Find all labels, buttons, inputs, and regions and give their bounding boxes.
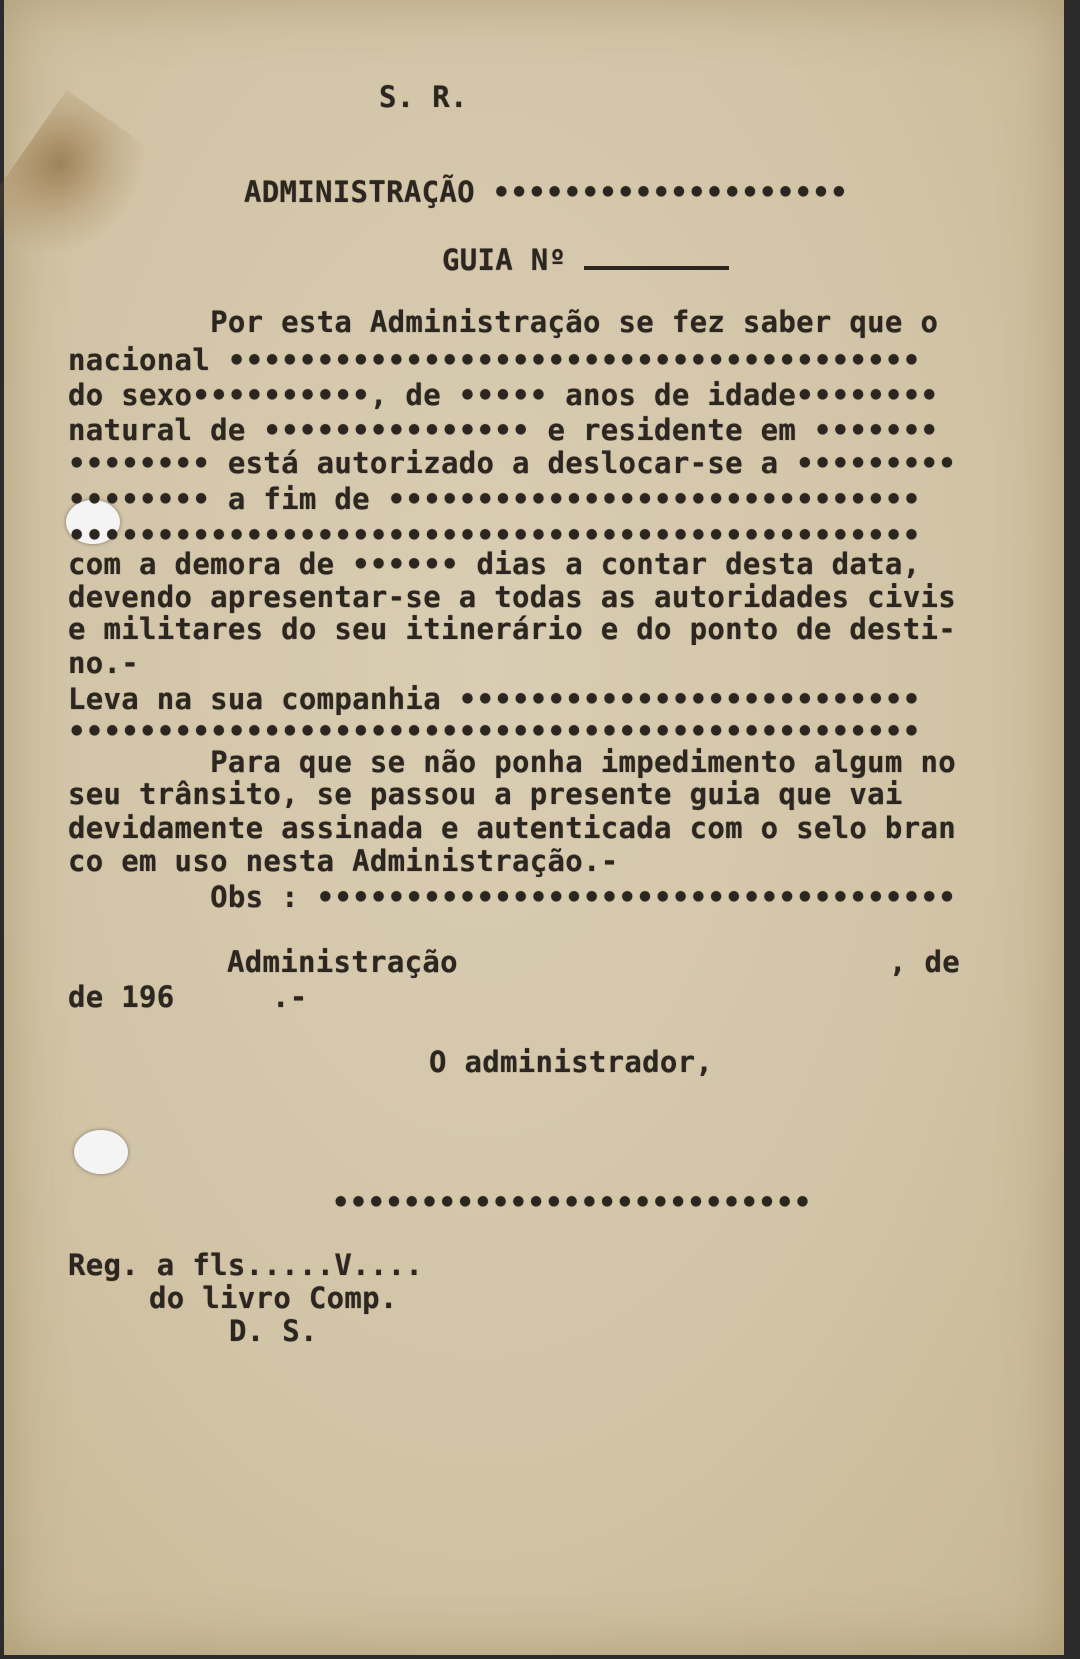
guide-number-blank bbox=[584, 240, 729, 270]
registration-line-1: Reg. a fls.....V.... bbox=[68, 1248, 424, 1282]
water-stain bbox=[0, 90, 165, 290]
body-line: •••••••• está autorizado a deslocar-se a ••••••••• bbox=[68, 446, 956, 480]
body-line: do sexo••••••••••, de ••••• anos de idade•••••••• bbox=[68, 378, 939, 412]
body-line: nacional ••••••••••••••••••••••••••••••••••••••• bbox=[68, 343, 921, 377]
body-line: Obs : •••••••••••••••••••••••••••••••••••• bbox=[68, 880, 956, 914]
body-line: Para que se não ponha impedimento algum no bbox=[68, 745, 956, 779]
closing-year-line: de 196 bbox=[68, 980, 175, 1014]
registration-line-3: D. S. bbox=[229, 1314, 318, 1348]
administration-dots: •••••••••••••••••••• bbox=[492, 175, 848, 209]
body-line: •••••••••••••••••••••••••••••••••••••••••••••••• bbox=[68, 714, 921, 748]
signature-line: ••••••••••••••••••••••••••• bbox=[332, 1185, 812, 1219]
body-line: devendo apresentar-se a todas as autoridades civis bbox=[68, 580, 956, 614]
document-page bbox=[4, 0, 1064, 1655]
body-line: e militares do seu itinerário e do ponto de desti- bbox=[68, 612, 956, 646]
registration-line-2: do livro Comp. bbox=[149, 1281, 398, 1315]
body-line: natural de ••••••••••••••• e residente em ••••••• bbox=[68, 413, 939, 447]
body-line: co em uso nesta Administração.- bbox=[68, 844, 619, 878]
body-line: Leva na sua companhia •••••••••••••••••••••••••• bbox=[68, 682, 921, 716]
header-code: S. R. bbox=[379, 80, 468, 114]
body-line: Por esta Administração se fez saber que o bbox=[68, 305, 939, 339]
body-line: •••••••••••••••••••••••••••••••••••••••••••••••• bbox=[68, 518, 921, 552]
body-line: com a demora de •••••• dias a contar desta data, bbox=[68, 547, 921, 581]
body-line: devidamente assinada e autenticada com o selo bran bbox=[68, 811, 956, 845]
closing-date-comma: , de bbox=[889, 945, 961, 979]
guide-label: GUIA Nº bbox=[442, 243, 567, 277]
administration-heading bbox=[244, 175, 1080, 209]
guide-number-heading bbox=[442, 240, 1080, 277]
body-line: seu trânsito, se passou a presente guia que vai bbox=[68, 777, 903, 811]
closing-year-end: .- bbox=[272, 980, 308, 1014]
punch-hole-bottom bbox=[74, 1130, 128, 1174]
body-line: •••••••• a fim de •••••••••••••••••••••••••••••• bbox=[68, 482, 921, 516]
closing-admin-line: Administração bbox=[227, 945, 458, 979]
administration-label: ADMINISTRAÇÃO bbox=[244, 175, 475, 209]
body-line: no.- bbox=[68, 646, 140, 680]
administrator-title: O administrador, bbox=[429, 1045, 714, 1079]
